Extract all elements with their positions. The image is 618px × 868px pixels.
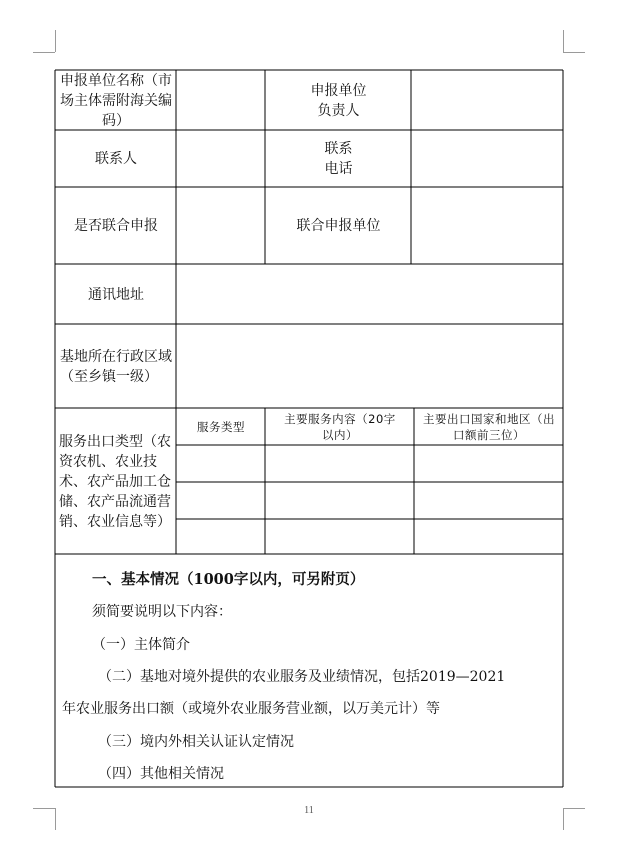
phone-label xyxy=(266,131,411,187)
page-number: 11 xyxy=(304,805,314,816)
section-item-2-line-1: （二）基地对境外提供的农业服务及业绩情况，包括2019—2021 xyxy=(98,669,506,685)
service-row-2-type[interactable] xyxy=(177,483,265,519)
joint-unit-field[interactable] xyxy=(412,188,563,264)
column-header-export-regions-text: 主要出口国家和地区（出口额前三位） xyxy=(423,412,555,442)
service-row-3-type[interactable] xyxy=(177,520,265,554)
joint-application-label xyxy=(56,188,176,264)
column-header-service-content xyxy=(266,409,414,445)
region-label-text: 基地所在行政区域（至乡镇一级） xyxy=(60,348,172,385)
service-row-1-type[interactable] xyxy=(177,446,265,482)
applicant-name-field[interactable] xyxy=(177,71,265,130)
column-header-export-regions xyxy=(415,409,563,445)
column-header-service-type xyxy=(177,409,265,445)
service-type-label xyxy=(56,409,176,554)
applicant-head-label xyxy=(266,71,411,130)
service-type-label-text: 服务出口类型（农资农机、农业技术、农产品加工仓储、农产品流通营销、农业信息等） xyxy=(59,433,171,530)
address-field[interactable] xyxy=(177,265,563,324)
phone-label-text: 联系电话 xyxy=(324,141,353,177)
section-item-3: （三）境内外相关认证认定情况 xyxy=(98,734,294,750)
section-item-4: （四）其他相关情况 xyxy=(98,766,224,782)
joint-unit-label xyxy=(266,188,411,264)
column-header-service-content-text: 主要服务内容（20字以内） xyxy=(284,412,396,442)
service-row-3-content[interactable] xyxy=(266,520,414,554)
joint-application-label-text: 是否联合申报 xyxy=(74,218,158,234)
applicant-head-label-text: 申报单位负责人 xyxy=(310,82,367,119)
phone-field[interactable] xyxy=(412,131,563,187)
contact-label-text: 联系人 xyxy=(95,151,137,167)
joint-unit-label-text: 联合申报单位 xyxy=(296,218,381,234)
service-row-1-regions[interactable] xyxy=(415,446,563,482)
section-item-1: （一）主体简介 xyxy=(92,637,190,653)
contact-label xyxy=(56,131,176,187)
service-row-2-content[interactable] xyxy=(266,483,414,519)
section-heading: 一、基本情况（1000字以内，可另附页） xyxy=(92,571,365,588)
applicant-name-label-text: 申报单位名称（市场主体需附海关编码） xyxy=(60,72,172,129)
region-field[interactable] xyxy=(177,325,563,408)
address-label xyxy=(56,265,176,324)
address-label-text: 通讯地址 xyxy=(88,286,144,303)
service-row-1-content[interactable] xyxy=(266,446,414,482)
region-label xyxy=(56,325,176,408)
section-item-2-line-2: 年农业服务出口额（或境外农业服务营业额，以万美元计）等 xyxy=(62,701,440,717)
applicant-name-label xyxy=(56,71,176,130)
joint-application-field[interactable] xyxy=(177,188,265,264)
applicant-head-field[interactable] xyxy=(412,71,563,130)
column-header-service-type-text: 服务类型 xyxy=(197,420,245,434)
service-row-2-regions[interactable] xyxy=(415,483,563,519)
service-row-3-regions[interactable] xyxy=(415,520,563,554)
contact-field[interactable] xyxy=(177,131,265,187)
section-intro: 须简要说明以下内容： xyxy=(92,604,232,620)
